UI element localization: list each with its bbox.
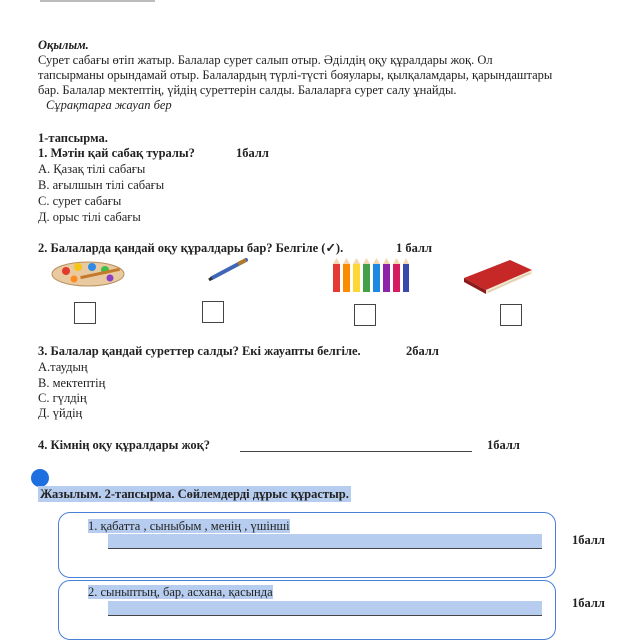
q4-points: 1балл <box>487 438 520 452</box>
task1-title: 1-тапсырма. <box>38 131 108 145</box>
q3-points: 2балл <box>406 344 439 358</box>
reading-line-1: Сурет сабағы өтіп жатыр. Балалар сурет салып отыр. Әділдің оқу құралдары жоқ. Ол <box>38 53 493 67</box>
checkbox-pencils[interactable] <box>354 304 376 326</box>
q2-question: 2. Балаларда қандай оқу құралдары бар? Белгіле (✓). <box>38 241 344 255</box>
reading-line-2: тапсырманы орындамай отыр. Балалардың түрлі-түсті бояулары, қылқаламдары, қарындаштары <box>38 68 553 82</box>
reading-line-3: бар. Балалар мектептің, үйдің суреттерін салды. Балаларға сурет салу ұнайды. <box>38 83 457 97</box>
checkbox-palette[interactable] <box>74 302 96 324</box>
q3-question: 3. Балалар қандай суреттер салды? Екі жауапты белгіле. <box>38 344 361 358</box>
writing-item-1-text: 1. қабатта , сыныбым , менің , үшінші <box>88 519 290 533</box>
checkbox-book[interactable] <box>500 304 522 326</box>
writing-item-2-answer-line[interactable] <box>108 601 542 616</box>
book-icon <box>460 256 536 296</box>
q2-points: 1 балл <box>396 241 433 255</box>
writing-item-1-answer-line[interactable] <box>108 534 542 549</box>
checkbox-brush[interactable] <box>202 301 224 323</box>
reading-heading: Оқылым. <box>38 38 89 52</box>
q3-option-d: Д. үйдің <box>38 406 83 420</box>
writing-heading: Жазылым. 2-тапсырма. Сөйлемдерді дұрыс құрастыр. <box>40 487 349 501</box>
q1-option-d: Д. орыс тілі сабағы <box>38 210 141 224</box>
writing-item-2-text: 2. сыныптың, бар, асхана, қасында <box>88 585 273 599</box>
reading-instruction: Сұрақтарға жауап бер <box>46 98 172 112</box>
paint-palette-icon <box>50 258 128 288</box>
q1-option-b: В. ағылшын тілі сабағы <box>38 178 165 192</box>
selection-handle[interactable] <box>31 469 49 487</box>
writing-item-1-points: 1балл <box>572 533 605 547</box>
q1-question: 1. Мәтін қай сабақ туралы? <box>38 146 195 160</box>
cropped-header-remnant <box>40 0 155 2</box>
q4-question: 4. Кімнің оқу құралдары жоқ? <box>38 438 211 452</box>
writing-item-2-points: 1балл <box>572 596 605 610</box>
q3-option-b: В. мектептің <box>38 376 106 390</box>
q4-answer-line[interactable] <box>240 451 472 452</box>
colored-pencils-icon <box>331 258 411 294</box>
q1-option-c: С. сурет сабағы <box>38 194 122 208</box>
brush-icon <box>208 256 250 282</box>
q3-option-a: А.таудың <box>38 360 88 374</box>
q1-option-a: А. Қазақ тілі сабағы <box>38 162 146 176</box>
q1-points: 1балл <box>236 146 269 160</box>
q3-option-c: С. гүлдің <box>38 391 87 405</box>
